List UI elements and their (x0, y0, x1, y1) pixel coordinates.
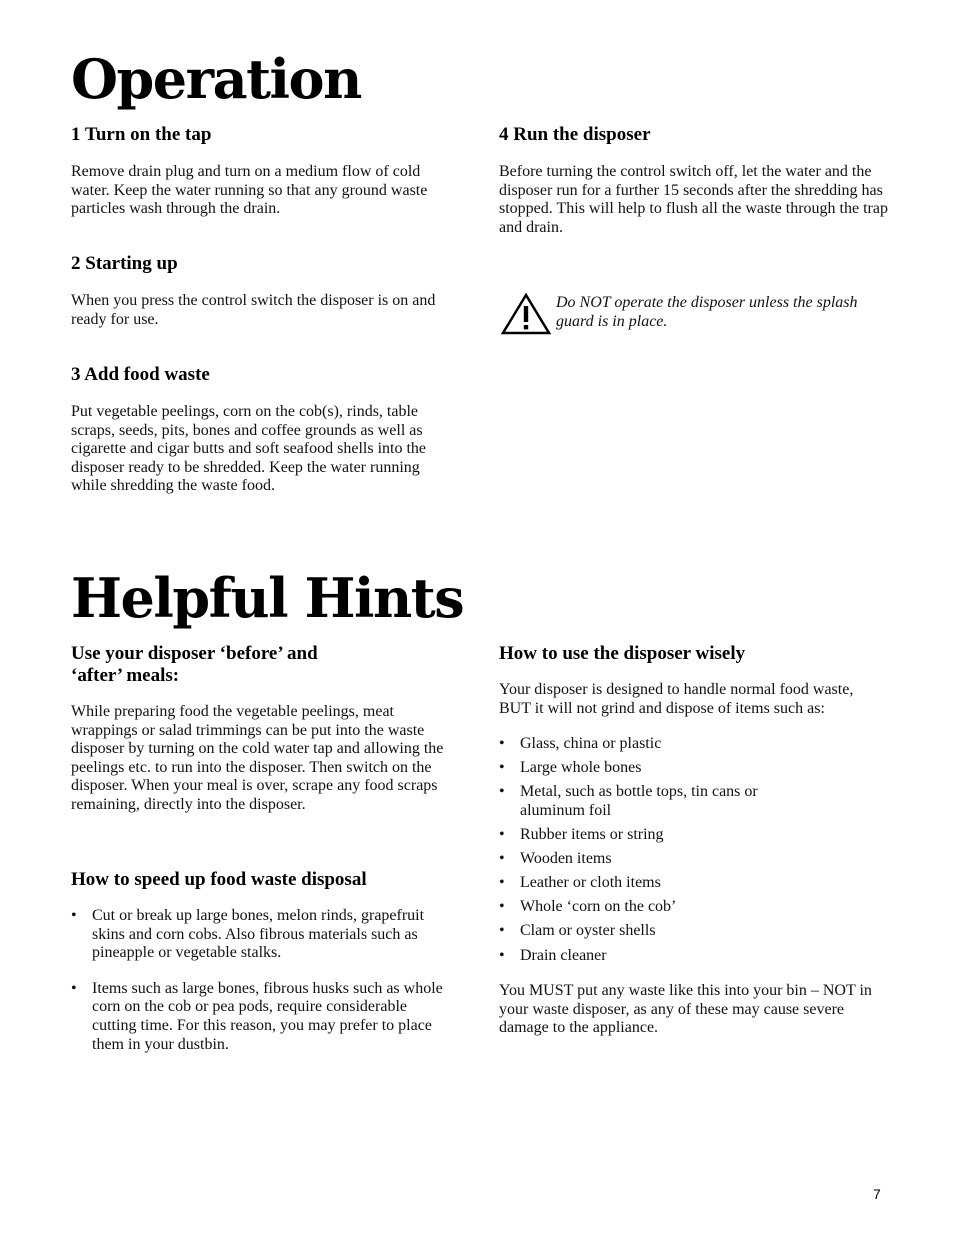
hint-text: While preparing food the vegetable peelings, meat wrappings or salad trimmings can be put into the waste disposer by turning on the cold water tap and allowing the peelings etc. to run into the disposer. Then switch on the disposer. When your meal is over, scrape any food scraps remaining, directly into the disposer. (71, 703, 444, 813)
step-add-food-waste (71, 364, 463, 496)
helpful-hints-title: Helpful Hints (71, 566, 464, 630)
step-text: Put vegetable peelings, corn on the cob(s), rinds, table scraps, seeds, pits, bones and coffee grounds as well as cigarette and cigar butts and soft seafood shells into the disposer ready to be shredded. Keep the water running while shredding the waste food. (71, 403, 427, 495)
list-item: • Glass, china or plastic (499, 735, 799, 754)
list-item: • Cut or break up large bones, melon rinds, grapefruit skins and corn cobs. Also fibrous materials such as pineapple or vegetable stalks. (71, 907, 443, 963)
step-text: When you press the control switch the disposer is on and ready for use. (71, 292, 436, 328)
hint-before-after-meals (71, 643, 463, 815)
splash-guard-warning (501, 292, 891, 340)
list-item: • Wooden items (499, 850, 799, 869)
step-run-disposer (499, 124, 891, 237)
list-item: • Drain cleaner (499, 947, 799, 966)
list-item: • Whole ‘corn on the cob’ (499, 898, 799, 917)
hint-heading: How to speed up food waste disposal (71, 869, 367, 890)
list-item: • Metal, such as bottle tops, tin cans or aluminum foil (499, 783, 780, 820)
hint-use-wisely (499, 643, 891, 1038)
list-item: • Rubber items or string (499, 826, 799, 845)
page-number: 7 (873, 1186, 881, 1202)
warning-triangle-icon (501, 292, 551, 336)
hint-heading: Use your disposer ‘before’ and ‘after’ meals: (71, 643, 318, 686)
step-heading: 4 Run the disposer (499, 124, 651, 145)
step-text: Remove drain plug and turn on a medium flow of cold water. Keep the water running so that any ground waste particles wash through the drain. (71, 163, 428, 218)
step-text: Before turning the control switch off, let the water and the disposer run for a further 15 seconds after the shredding has stopped. This will help to flush all the waste through the trap and drain. (499, 163, 888, 236)
hint-outro: You MUST put any waste like this into your bin – NOT in your waste disposer, as any of these may cause severe damage to the appliance. (499, 982, 872, 1037)
hint-heading: How to use the disposer wisely (499, 643, 746, 664)
warning-text: Do NOT operate the disposer unless the splash guard is in place. (556, 294, 858, 330)
list-item: • Large whole bones (499, 759, 799, 778)
step-heading: 3 Add food waste (71, 364, 210, 385)
list-item: • Leather or cloth items (499, 874, 799, 893)
operation-title: Operation (71, 47, 361, 111)
step-starting-up (71, 253, 463, 329)
hint-speed-up-disposal (71, 869, 463, 1054)
list-item: • Clam or oyster shells (499, 922, 799, 941)
step-heading: 1 Turn on the tap (71, 124, 212, 145)
step-turn-on-tap (71, 124, 463, 219)
do-not-dispose-list (499, 735, 799, 965)
hint-intro: Your disposer is designed to handle normal food waste, BUT it will not grind and dispose of items such as: (499, 681, 854, 717)
speed-up-list (71, 907, 443, 1054)
step-heading: 2 Starting up (71, 253, 178, 274)
list-item: • Items such as large bones, fibrous husks such as whole corn on the cob or pea pods, require considerable cutting time. For this reason, you may prefer to place them in your dustbin. (71, 980, 443, 1054)
